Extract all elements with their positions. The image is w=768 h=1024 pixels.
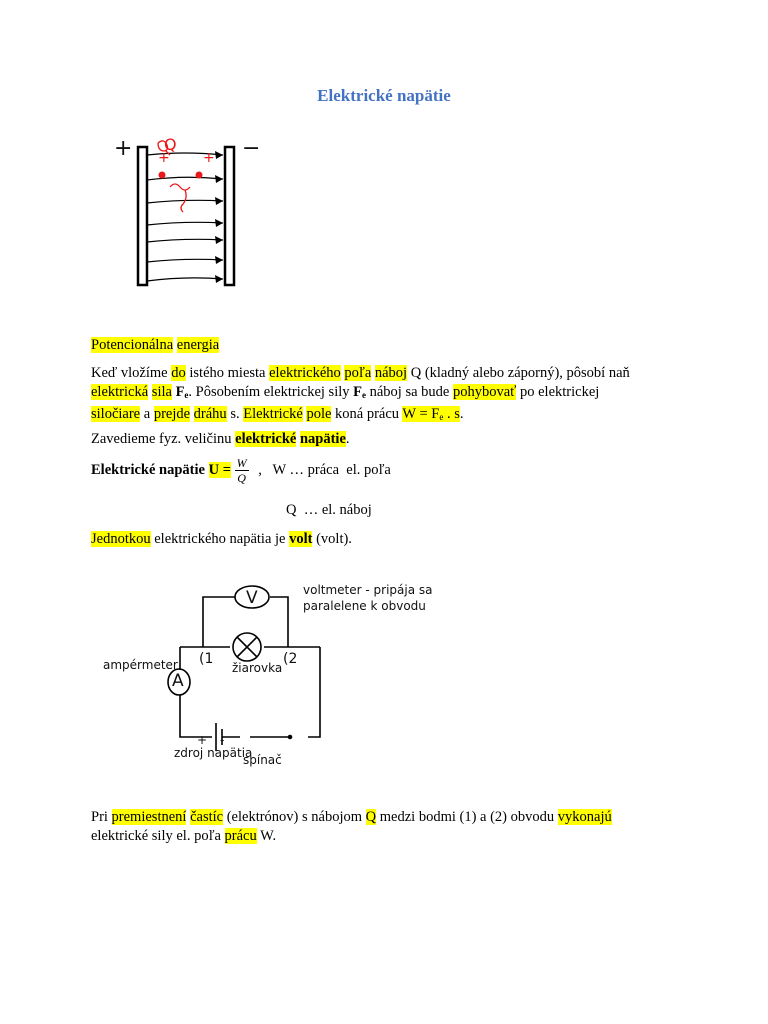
highlight: dráhu bbox=[193, 406, 227, 422]
highlight: elektrická bbox=[91, 384, 149, 400]
charge-definition: Q … el. náboj bbox=[286, 502, 372, 518]
text: . bbox=[459, 406, 464, 422]
negative-plate-label: − bbox=[242, 136, 261, 161]
charge-q-label: Q bbox=[164, 135, 177, 154]
fraction-numerator: W bbox=[236, 456, 247, 470]
force-subscript: e bbox=[184, 390, 189, 400]
formula-label: Elektrické napätie bbox=[91, 461, 205, 478]
highlight: sila bbox=[151, 384, 172, 400]
highlight: do bbox=[171, 365, 186, 381]
paragraph-unit bbox=[91, 530, 681, 549]
force-subscript: e bbox=[362, 390, 366, 400]
voltage-formula bbox=[91, 456, 681, 485]
highlight: prácu bbox=[224, 828, 257, 844]
charge-plus-sign-1: + bbox=[158, 150, 170, 166]
point-2-label: (2 bbox=[283, 651, 298, 667]
work-definition: , W … práca el. poľa bbox=[258, 461, 391, 478]
text: koná prácu bbox=[331, 406, 403, 422]
voltmeter-note-line-1: voltmeter - pripája sa bbox=[303, 583, 433, 597]
text: náboj sa bude bbox=[366, 384, 453, 400]
text: Keď vložíme bbox=[91, 365, 172, 381]
switch-label: spínač bbox=[243, 753, 282, 767]
formula-u: U = bbox=[208, 461, 231, 478]
text: . bbox=[345, 431, 350, 447]
highlight: siločiare bbox=[91, 406, 141, 422]
positive-plate-label: + bbox=[114, 136, 133, 161]
highlight: častíc bbox=[190, 809, 224, 825]
text: elektrického napätia je bbox=[150, 531, 290, 547]
force-subscript: e bbox=[439, 412, 444, 422]
text: elektrické sily el. poľa bbox=[91, 828, 225, 844]
heading-word-1: Potencionálna bbox=[91, 337, 174, 353]
heading-word-2: energia bbox=[176, 337, 220, 353]
highlight: prejde bbox=[153, 406, 191, 422]
text: medzi bodmi (1) a (2) obvodu bbox=[376, 809, 558, 825]
ammeter-label: ampérmeter bbox=[103, 658, 178, 672]
text: istého miesta bbox=[185, 365, 270, 381]
text: s. bbox=[226, 406, 244, 422]
voltmeter-symbol: V bbox=[246, 588, 258, 608]
highlight: elektrického bbox=[269, 365, 341, 381]
highlight: pole bbox=[306, 406, 332, 422]
ammeter-symbol: A bbox=[172, 671, 184, 691]
fraction bbox=[235, 456, 249, 485]
paragraph-work bbox=[91, 808, 681, 846]
highlight: premiestnení bbox=[111, 809, 187, 825]
paragraph-potential-energy bbox=[91, 364, 681, 427]
highlight: Jednotkou bbox=[91, 531, 151, 547]
text: (elektrónov) s nábojom bbox=[223, 809, 366, 825]
highlight: W = F bbox=[402, 406, 440, 422]
highlight: Elektrické bbox=[243, 406, 303, 422]
text: Q (kladný alebo záporný), pôsobí naň bbox=[407, 365, 630, 381]
highlight: . s bbox=[443, 406, 460, 422]
text: W. bbox=[256, 828, 277, 844]
paragraph-introduce-voltage bbox=[91, 430, 681, 449]
highlight: Q bbox=[365, 809, 377, 825]
highlight: poľa bbox=[344, 365, 372, 381]
capacitor-figure bbox=[110, 135, 280, 320]
section-heading bbox=[91, 336, 681, 355]
source-plus: + bbox=[197, 733, 208, 747]
text: . Pôsobením elektrickej sily bbox=[188, 384, 354, 400]
text: Zavedieme fyz. veličinu bbox=[91, 431, 236, 447]
text: (volt). bbox=[312, 531, 352, 547]
voltmeter-note-line-2: paralelene k obvodu bbox=[303, 599, 426, 613]
source-minus: - bbox=[220, 733, 225, 747]
page-title: Elektrické napätie bbox=[317, 86, 451, 105]
point-1-label: (1 bbox=[199, 651, 214, 667]
charge-plus-sign-2: + bbox=[203, 150, 215, 166]
force-symbol: F bbox=[353, 384, 362, 400]
text: a bbox=[140, 406, 154, 422]
highlight: pohybovať bbox=[452, 384, 517, 400]
fraction-denominator: Q bbox=[235, 470, 249, 485]
highlight: náboj bbox=[374, 365, 408, 381]
text: Pri bbox=[91, 809, 112, 825]
highlight: napätie bbox=[299, 431, 346, 447]
highlight: vykonajú bbox=[557, 809, 612, 825]
bulb-label: žiarovka bbox=[232, 661, 283, 675]
source-label: zdroj napätia bbox=[174, 746, 253, 760]
highlight: volt bbox=[289, 531, 313, 547]
text: po elektrickej bbox=[516, 384, 600, 400]
highlight: elektrické bbox=[235, 431, 297, 447]
force-symbol: F bbox=[175, 384, 185, 400]
